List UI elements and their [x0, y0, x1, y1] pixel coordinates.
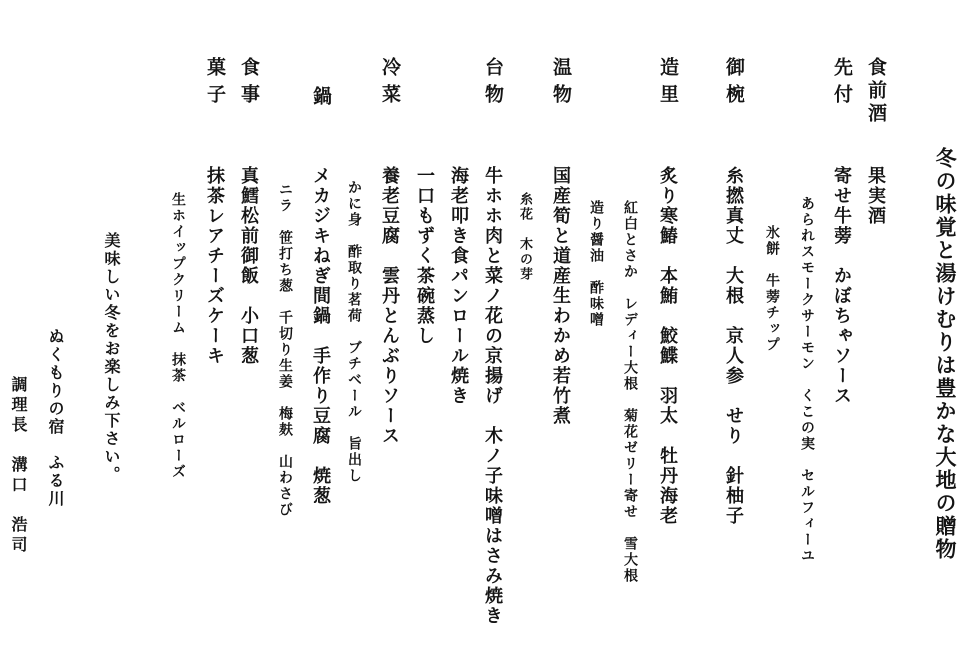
dish-cold-1: 養老豆腐 雲丹とんぶりソース [379, 166, 400, 446]
dish-main-2: 海老叩き食パンロール焼き [448, 166, 469, 406]
dish-rice: 真鱈松前御飯 小口葱 [238, 166, 259, 366]
dish-appetizer-2: あられスモークサーモン くこの実 セルフィーユ [799, 196, 815, 564]
inn-name: ぬくもりの宿 ふる川 [46, 328, 65, 508]
dish-hotpot-1: メカジキねぎ間鍋 手作り豆腐 焼葱 [310, 166, 331, 506]
dish-appetizer-3: 氷餅 牛蒡チップ [764, 225, 780, 353]
dish-dessert-2: 生ホイップクリーム 抹茶 ベルローズ [170, 192, 186, 480]
dish-chawanmushi: 一口もずく茶碗蒸し [414, 166, 435, 346]
course-label-aperitif: 食前酒 [865, 57, 887, 126]
dish-sashimi-2: 紅白とさか レディー大根 菊花ゼリー寄せ 雪大根 [622, 200, 638, 584]
dish-sashimi-1: 炙り寒鰆 本鮪 鮫鰈 羽太 牡丹海老 [657, 166, 678, 526]
dish-dessert-1: 抹茶レアチーズケーキ [204, 166, 225, 366]
course-label-appetizer: 先付 [831, 57, 853, 111]
course-label-sashimi: 造里 [657, 57, 679, 111]
course-label-rice: 食事 [238, 57, 260, 111]
course-label-main: 台物 [482, 57, 504, 111]
closing-message: 美味しい冬をお楽しみ下さい。 [102, 232, 121, 484]
dish-soup: 糸撚真丈 大根 京人参 せり 針柚子 [723, 166, 744, 526]
course-label-cold: 冷菜 [379, 57, 401, 111]
dish-hotpot-2: ニラ 笹打ち葱 千切り生姜 梅麸 山わさび [277, 182, 293, 518]
chef-name: 調理長 溝口 浩司 [9, 376, 28, 556]
menu-title: 冬の味覚と湯けむりは豊かな大地の贈物 [933, 147, 958, 561]
dish-sashimi-3: 造り醤油 酢味噌 [588, 200, 604, 328]
dish-simmered-2: 糸花 木の芽 [517, 192, 532, 282]
course-label-simmered: 温物 [550, 57, 572, 111]
dish-main-1: 牛ホホ肉と菜ノ花の京揚げ 木ノ子味噌はさみ焼き [482, 166, 503, 626]
course-label-soup: 御椀 [723, 57, 745, 111]
dish-simmered-1: 国産筍と道産生わかめ若竹煮 [550, 166, 571, 426]
dish-cold-2: かに身 酢取り茗荷 ブチベール 旨出し [346, 180, 362, 484]
course-label-dessert: 菓子 [204, 57, 226, 111]
dish-appetizer-1: 寄せ牛蒡 かぼちゃソース [831, 166, 852, 406]
dish-aperitif: 果実酒 [865, 166, 886, 226]
course-label-hotpot: 鍋 [310, 86, 332, 113]
